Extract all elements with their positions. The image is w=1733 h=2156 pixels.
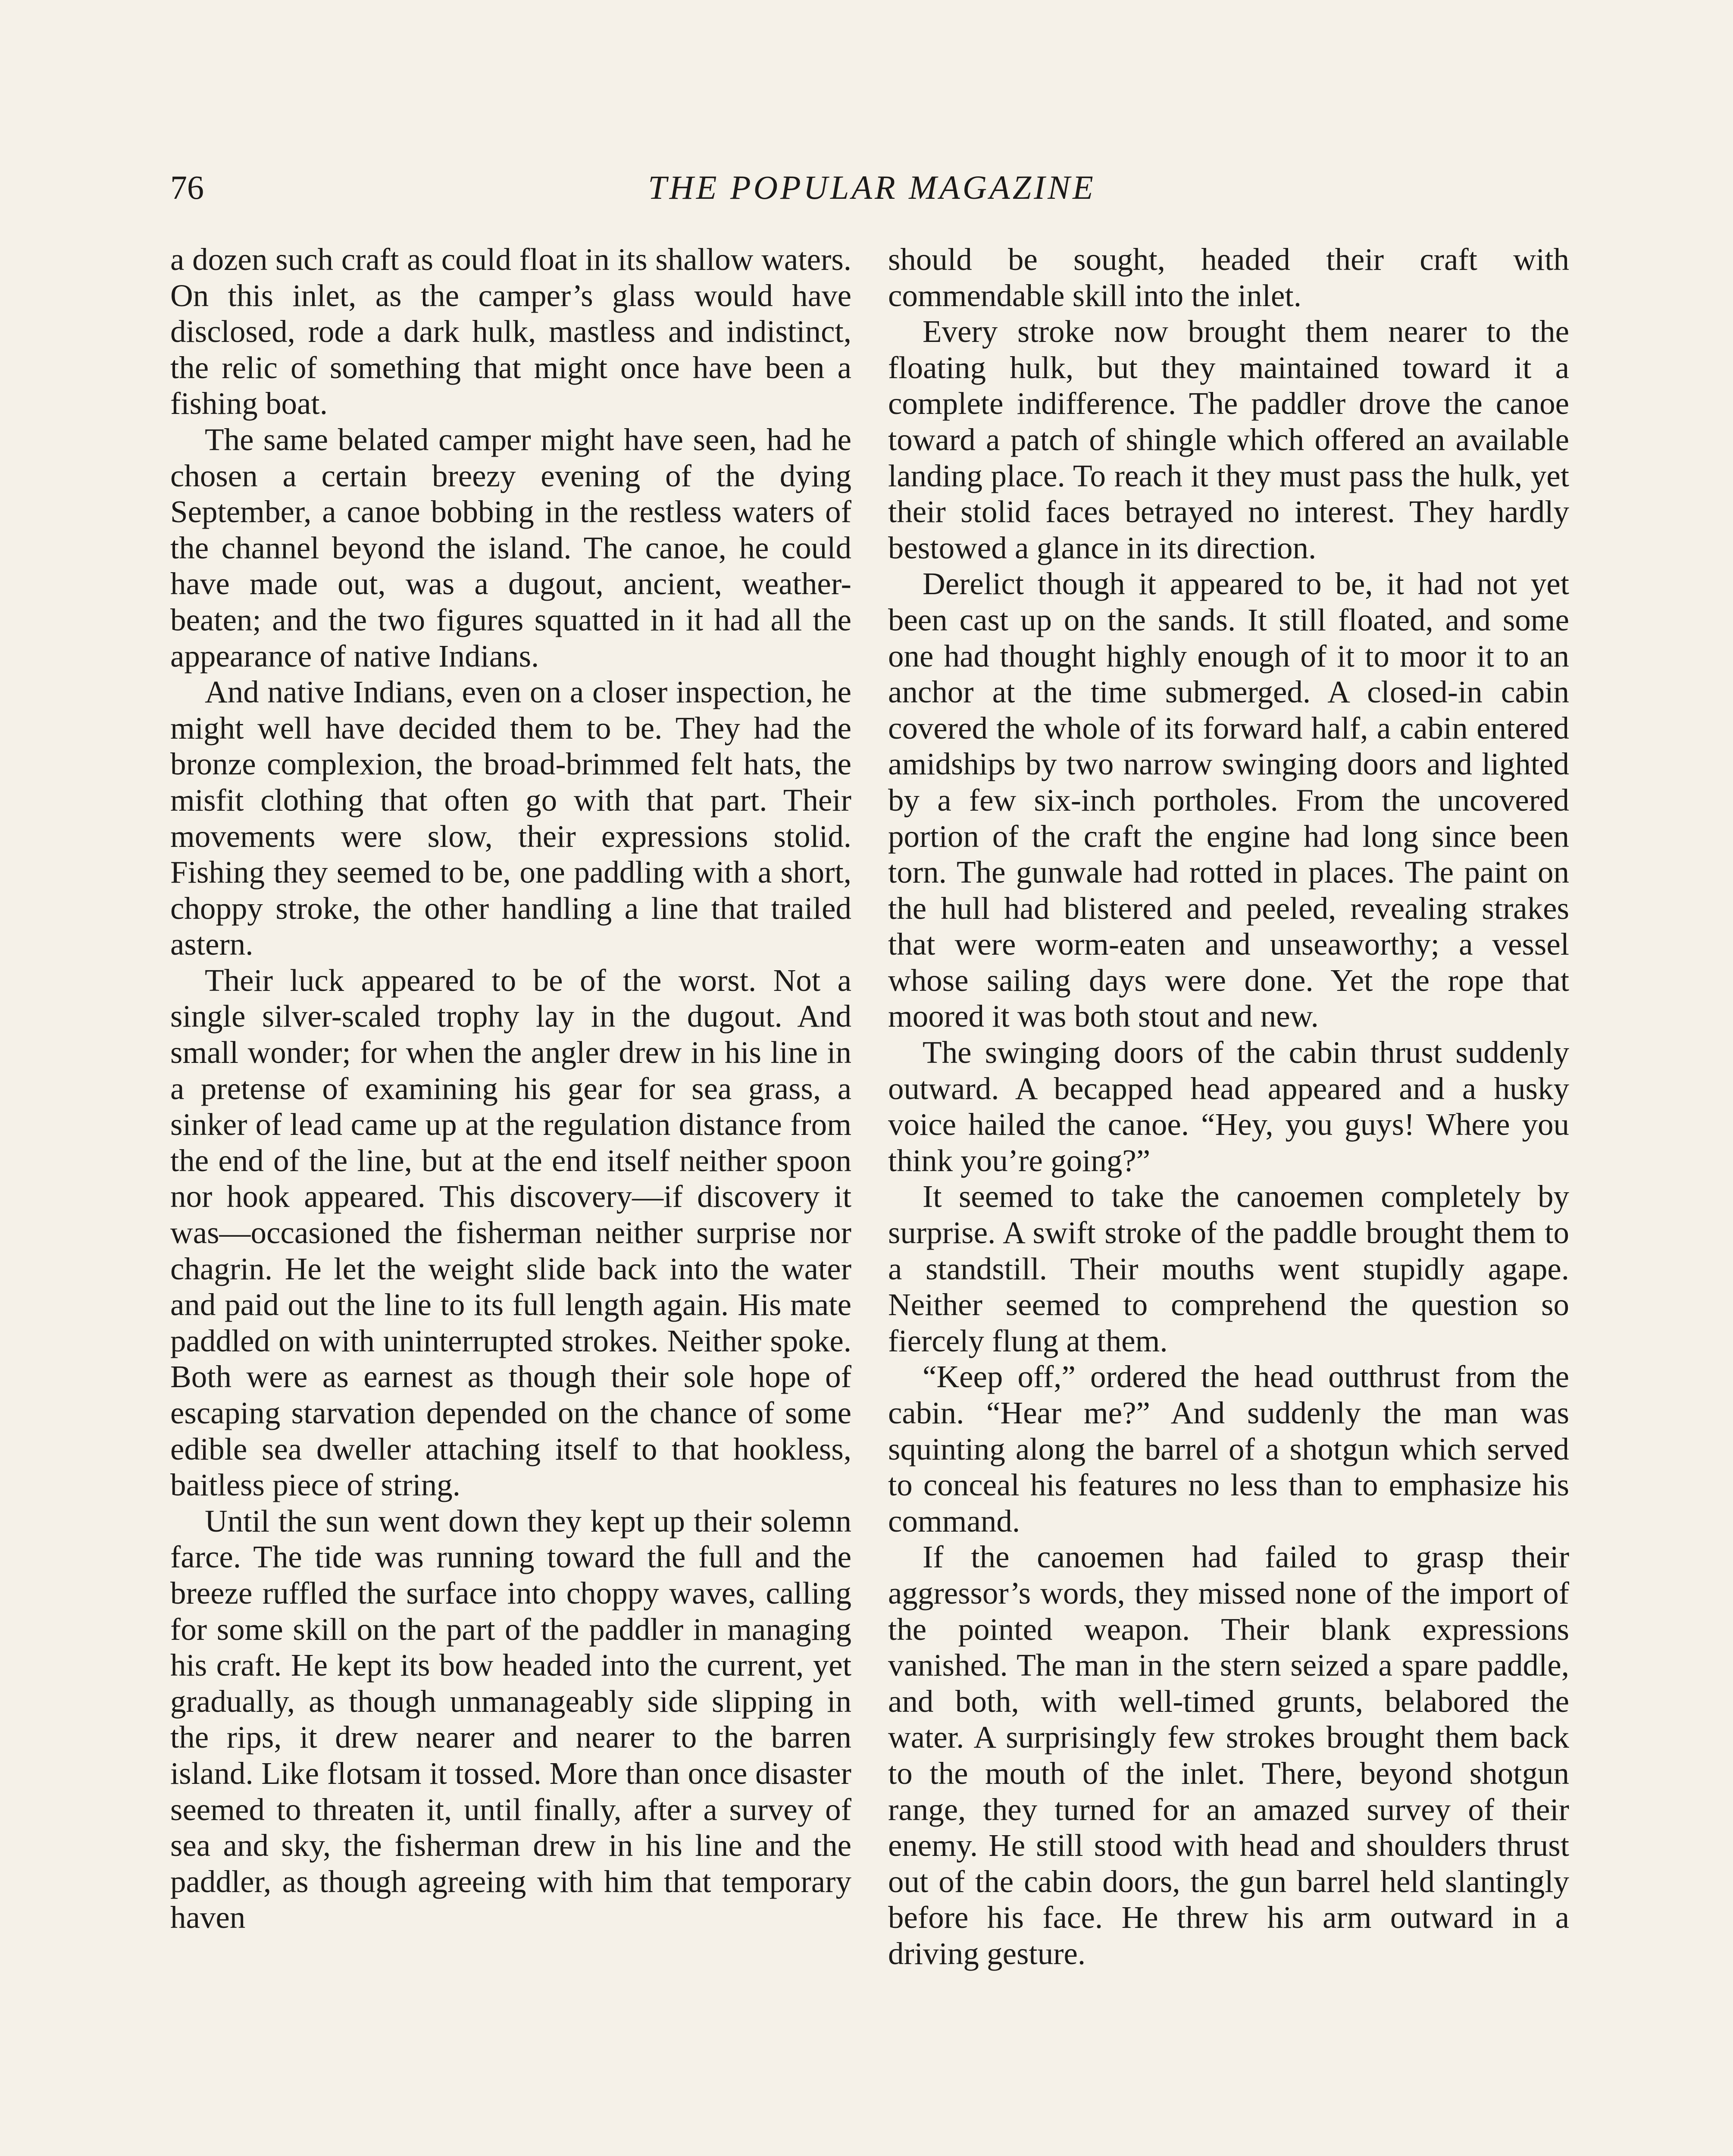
left-column: [170, 241, 851, 2156]
paragraph: The swinging doors of the cabin thrust suddenly outward. A becapped head appeared and a husky voice hailed the canoe. “Hey, you guys! Where you think you’re going?”: [888, 1035, 1569, 1178]
paragraph: Until the sun went down they kept up their solemn farce. The tide was running toward the full and the breeze ruffled the surface into choppy waves, calling for some skill on the part of the paddler in managing his craft. He kept its bow headed into the current, yet gradually, as though unmanageably side slipping in the rips, it drew nearer and nearer to the barren island. Like flotsam it tossed. More than once disaster seemed to threaten it, until finally, after a survey of sea and sky, the fisherman drew in his line and the paddler, as though agreeing with him that temporary haven: [170, 1503, 851, 1935]
page-header: [170, 168, 1573, 216]
paragraph: should be sought, headed their craft with commendable skill into the inlet.: [888, 242, 1569, 313]
paragraph: And native Indians, even on a closer inspection, he might well have decided them to be. They had the bronze complexion, the broad-brimmed felt hats, the misfit clothing that often go with that part. Their movements were slow, their expressions stolid. Fishing they seemed to be, one paddling with a short, choppy stroke, the other handling a line that trailed astern.: [170, 674, 851, 962]
paragraph: Their luck appeared to be of the worst. Not a single silver-scaled trophy lay in the dugout. And small wonder; for when the angler drew in his line in a pretense of examining his gear for sea grass, a sinker of lead came up at the regulation distance from the end of the line, but at the end itself neither spoon nor hook appeared. This discovery—if discovery it was—occasioned the fisherman neither surprise nor chagrin. He let the weight slide back into the water and paid out the line to its full length again. His mate paddled on with uninterrupted strokes. Neither spoke. Both were as earnest as though their sole hope of escaping starvation depended on the chance of some edible sea dweller attaching itself to that hookless, baitless piece of string.: [170, 962, 851, 1503]
paragraph: Every stroke now brought them nearer to the floating hulk, but they maintained toward it a complete indifference. The paddler drove the canoe toward a patch of shingle which offered an available landing place. To reach it they must pass the hulk, yet their stolid faces betrayed no interest. They hardly bestowed a glance in its direction.: [888, 314, 1569, 565]
running-title: THE POPULAR MAGAZINE: [648, 169, 1096, 206]
paragraph: If the canoemen had failed to grasp their aggressor’s words, they missed none of the import of the pointed weapon. Their blank expressions vanished. The man in the stern seized a spare paddle, and both, with well-timed grunts, belabored the water. A surprisingly few strokes brought them back to the mouth of the inlet. There, beyond shotgun range, they turned for an amazed survey of their enemy. He still stood with head and shoulders thrust out of the cabin doors, the gun barrel held slantingly before his face. He threw his arm outward in a driving gesture.: [888, 1539, 1569, 1971]
paragraph: The same belated camper might have seen, had he chosen a certain breezy evening of the dying September, a canoe bobbing in the restless waters of the channel beyond the island. The canoe, he could have made out, was a dugout, ancient, weather-beaten; and the two figures squatted in it had all the appearance of native Indians.: [170, 422, 851, 674]
paragraph: Derelict though it appeared to be, it had not yet been cast up on the sands. It still floated, and some one had thought highly enough of it to moor it to an anchor at the time submerged. A closed-in cabin covered the whole of its forward half, a cabin entered amidships by two narrow swinging doors and lighted by a few six-inch portholes. From the uncovered portion of the craft the engine had long since been torn. The gunwale had rotted in places. The paint on the hull had blistered and peeled, revealing strakes that were worm-eaten and unseaworthy; a vessel whose sailing days were done. Yet the rope that moored it was both stout and new.: [888, 566, 1569, 1034]
paragraph: “Keep off,” ordered the head outthrust from the cabin. “Hear me?” And suddenly the man was squinting along the barrel of a shotgun which served to conceal his features no less than to emphasize his command.: [888, 1359, 1569, 1539]
paragraph: a dozen such craft as could float in its shallow waters. On this inlet, as the camper’s glass would have disclosed, rode a dark hulk, mastless and indistinct, the relic of something that might once have been a fishing boat.: [170, 242, 851, 421]
paragraph: It seemed to take the canoemen completely by surprise. A swift stroke of the paddle brought them to a standstill. Their mouths went stupidly agape. Neither seemed to comprehend the question so fiercely flung at them.: [888, 1179, 1569, 1358]
page-number: 76: [170, 169, 204, 206]
right-column: [888, 241, 1569, 2156]
